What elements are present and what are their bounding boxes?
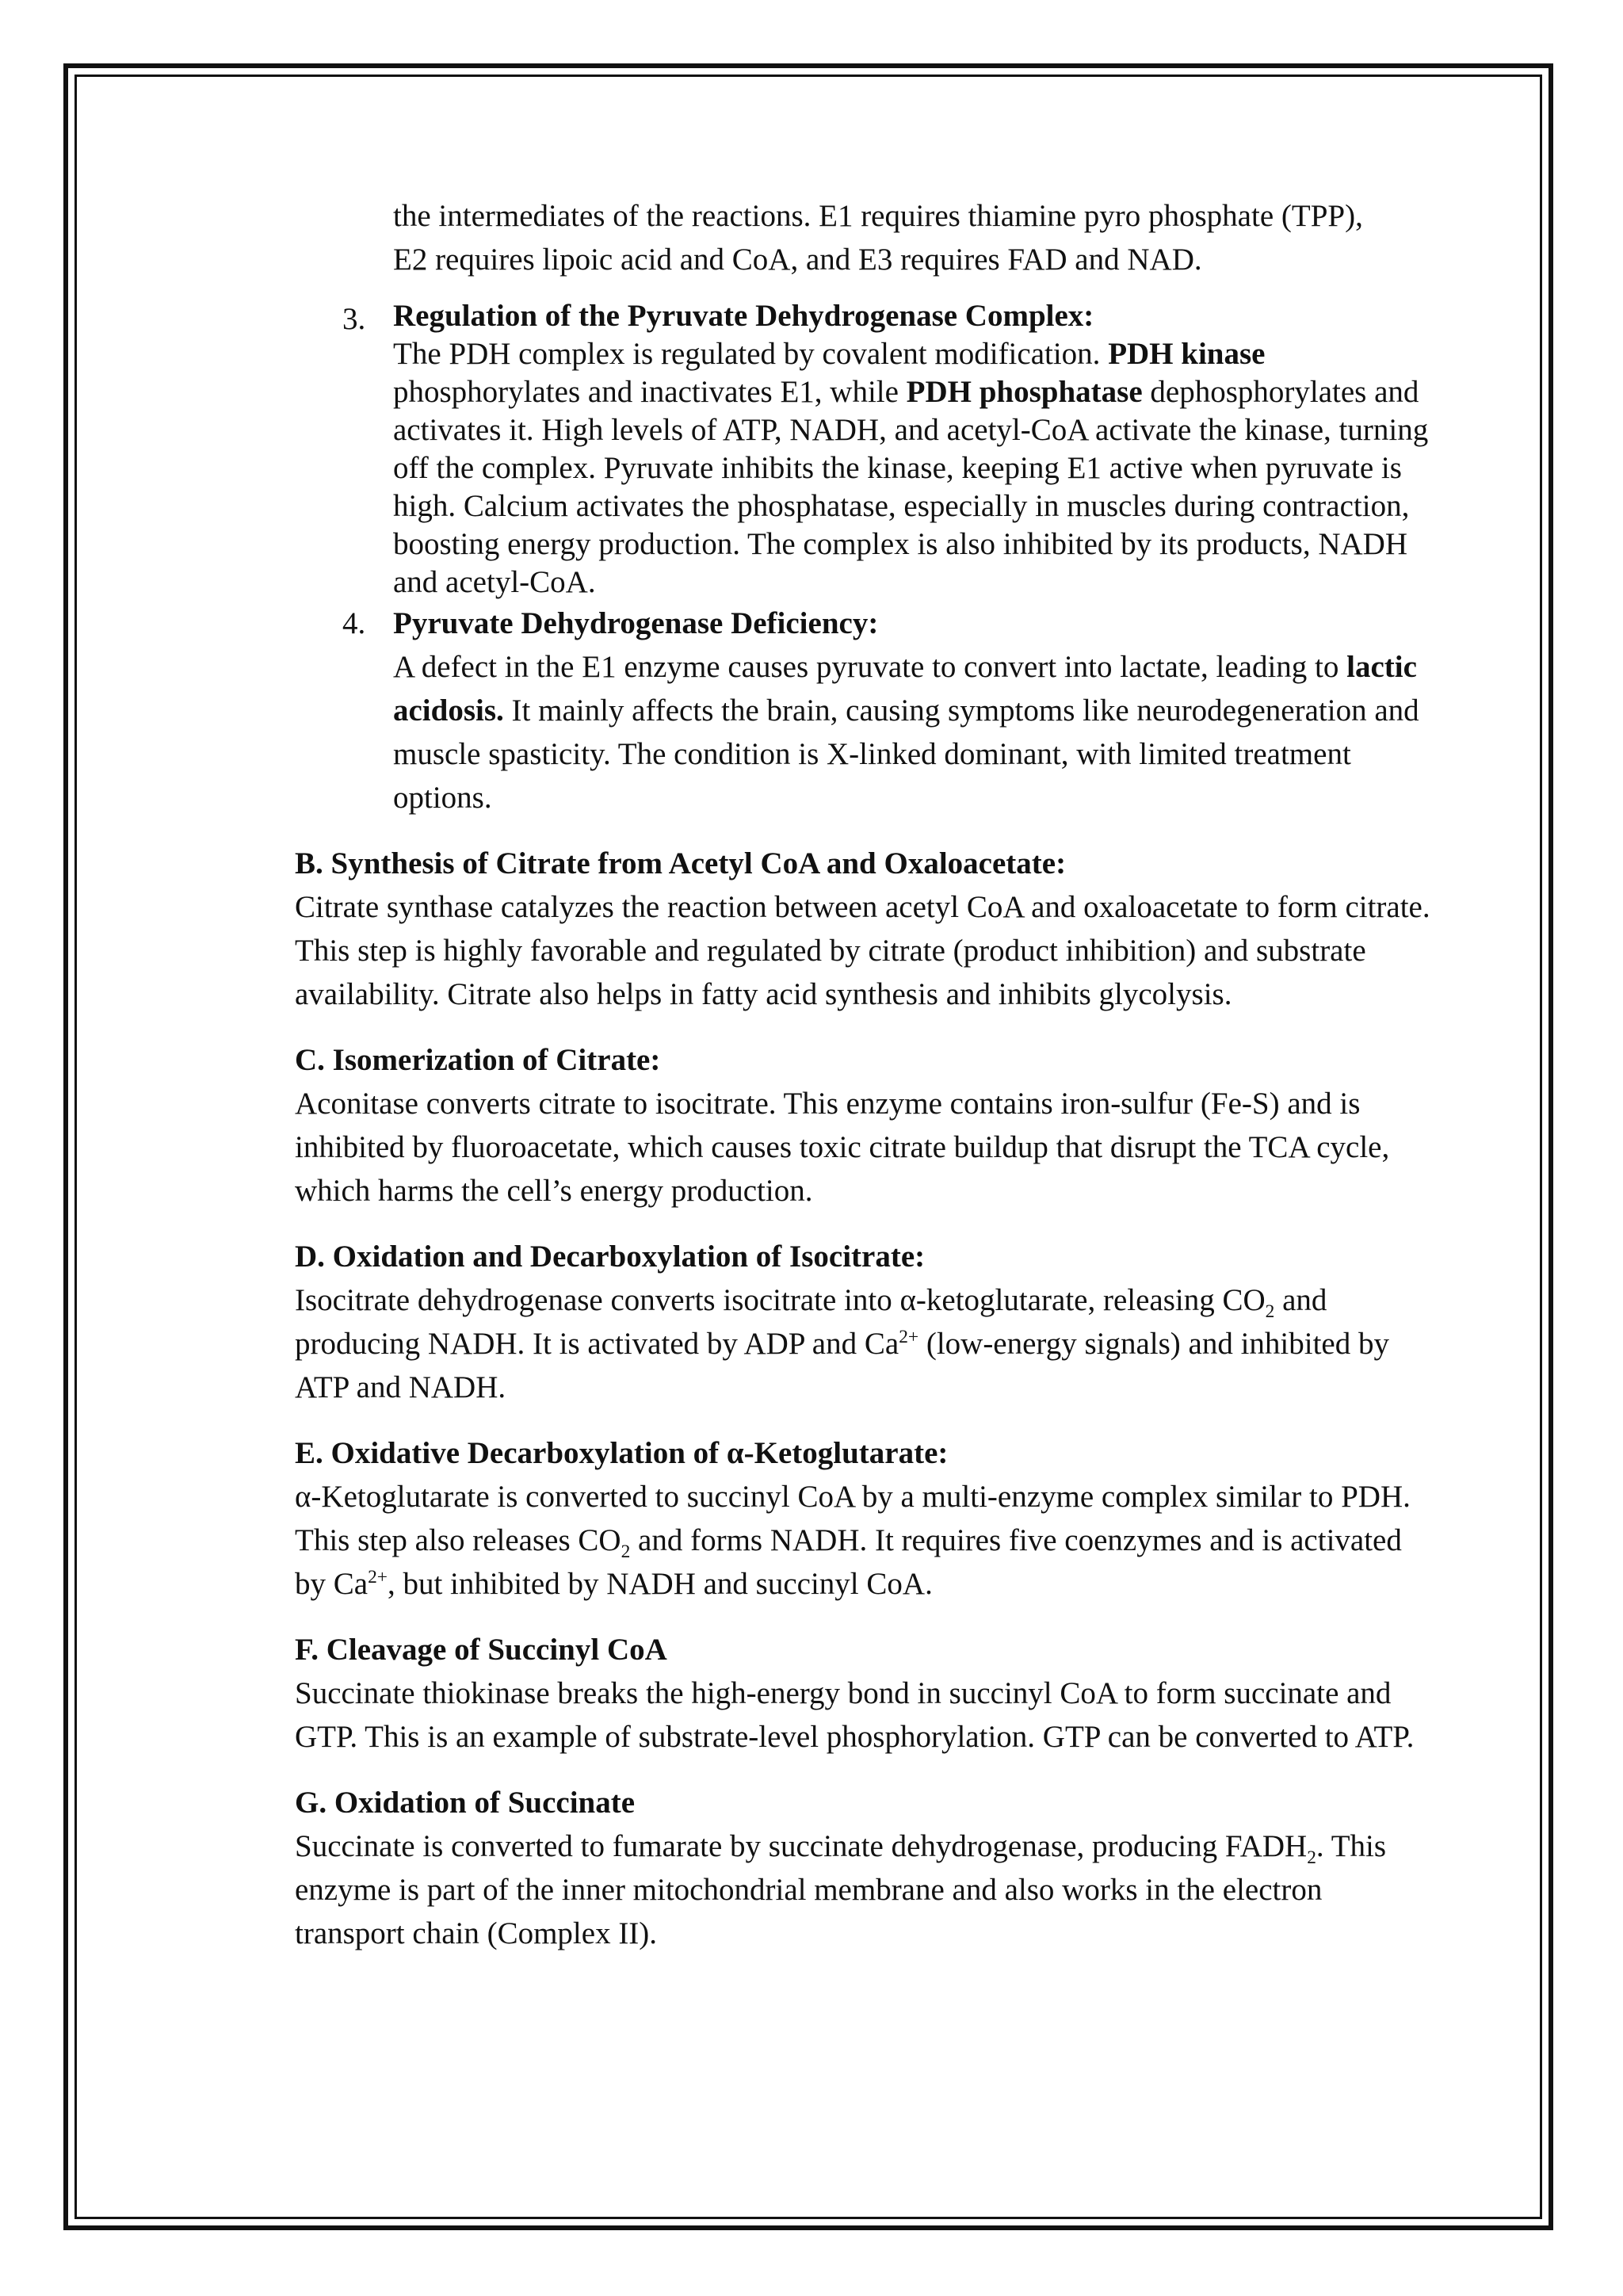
list-item-4: [342, 602, 1436, 819]
section-e-text-c: , but inhibited by NADH and succinyl CoA.: [387, 1567, 933, 1601]
item3-body: [393, 335, 1436, 602]
section-f: [295, 1628, 1436, 1759]
item3-title: Regulation of the Pyruvate Dehydrogenase Complex:: [393, 299, 1094, 333]
section-e-text-b: and forms NADH. It requires five coenzymes and is activated by Ca: [295, 1523, 1402, 1601]
item4-title: Pyruvate Dehydrogenase Deficiency:: [393, 606, 879, 640]
section-d-body: [295, 1278, 1436, 1409]
item4-body: [393, 645, 1436, 819]
page-content: [295, 194, 1436, 1955]
section-g-text-a: Succinate is converted to fumarate by succinate dehydrogenase, producing FADH: [295, 1829, 1308, 1863]
section-d-ca-superscript: 2+: [899, 1327, 919, 1347]
section-b: [295, 842, 1436, 1016]
section-c: [295, 1038, 1436, 1213]
section-e: [295, 1431, 1436, 1606]
section-e-body: [295, 1475, 1436, 1606]
intro-paragraph: [393, 194, 1436, 281]
section-f-title: F. Cleavage of Succinyl CoA: [295, 1633, 667, 1667]
section-b-title: B. Synthesis of Citrate from Acetyl CoA and Oxaloacetate:: [295, 846, 1067, 881]
section-b-body: Citrate synthase catalyzes the reaction between acetyl CoA and oxaloacetate to form citrate. This step is highly favorable and regulated by citrate (product inhibition) and substrate availability. Citrate also helps in fatty acid synthesis and inhibits glycolysis.: [295, 890, 1430, 1011]
section-d: [295, 1235, 1436, 1409]
section-g-fadh2-subscript: 2: [1307, 1847, 1316, 1868]
section-d-text-c: (low-energy signals) and inhibited by ATP and NADH.: [295, 1327, 1389, 1404]
section-c-body: Aconitase converts citrate to isocitrate. This enzyme contains iron-sulfur (Fe-S) and is inhibited by fluoroacetate, which causes toxic citrate buildup that disrupt the TCA cycle, which harms the cell’s energy production.: [295, 1087, 1390, 1208]
item3-text-a: The PDH complex is regulated by covalent modification.: [393, 337, 1109, 371]
item3-text-c: dephosphorylates and activates it. High levels of ATP, NADH, and acetyl-CoA activate the kinase, turning off the complex. Pyruvate inhibits the kinase, keeping E1 active when pyruvate is high. Calcium activates the phosphatase, especially in muscles during contraction, boosting energy production. The complex is also inhibited by its products, NADH and acetyl-CoA.: [393, 375, 1429, 599]
list-number-4: 4.: [342, 606, 366, 640]
item4-text-b: It mainly affects the brain, causing symptoms like neurodegeneration and muscle spasticity. The condition is X-linked dominant, with limited treatment options.: [393, 693, 1419, 815]
list-item-3: [342, 297, 1436, 602]
section-d-text-a: Isocitrate dehydrogenase converts isocitrate into α-ketoglutarate, releasing CO: [295, 1283, 1266, 1317]
section-g-title: G. Oxidation of Succinate: [295, 1786, 636, 1820]
intro-line-2: E2 requires lipoic acid and CoA, and E3 requires FAD and NAD.: [393, 243, 1202, 277]
list-number-3: 3.: [342, 302, 366, 336]
item3-bold-pdh-phosphatase: PDH phosphatase: [906, 375, 1143, 409]
item4-text-a: A defect in the E1 enzyme causes pyruvate to convert into lactate, leading to: [393, 650, 1347, 684]
section-g-text-b: . This enzyme is part of the inner mitochondrial membrane and also works in the electron transport chain (Complex II).: [295, 1829, 1387, 1950]
section-d-text-b: and producing NADH. It is activated by ADP and Ca: [295, 1283, 1327, 1361]
section-c-title: C. Isomerization of Citrate:: [295, 1043, 661, 1077]
item4-bold-lactic-acidosis: lactic acidosis.: [393, 650, 1417, 728]
section-e-co2-subscript: 2: [621, 1541, 631, 1562]
section-f-body: Succinate thiokinase breaks the high-energy bond in succinyl CoA to form succinate and GTP. This is an example of substrate-level phosphorylation. GTP can be converted to ATP.: [295, 1676, 1415, 1754]
item3-text-b: phosphorylates and inactivates E1, while: [393, 375, 907, 409]
section-d-co2-subscript: 2: [1265, 1301, 1275, 1322]
section-g-body: [295, 1824, 1436, 1955]
section-e-ca-superscript: 2+: [368, 1567, 388, 1587]
section-e-title: E. Oxidative Decarboxylation of α-Ketoglutarate:: [295, 1436, 949, 1470]
section-g: [295, 1781, 1436, 1955]
section-d-title: D. Oxidation and Decarboxylation of Isocitrate:: [295, 1240, 926, 1274]
section-e-text-a: α-Ketoglutarate is converted to succinyl CoA by a multi-enzyme complex similar to PDH. This step also releases CO: [295, 1480, 1411, 1557]
item3-bold-pdh-kinase: PDH kinase: [1108, 337, 1266, 371]
intro-line-1: the intermediates of the reactions. E1 requires thiamine pyro phosphate (TPP),: [393, 199, 1363, 233]
